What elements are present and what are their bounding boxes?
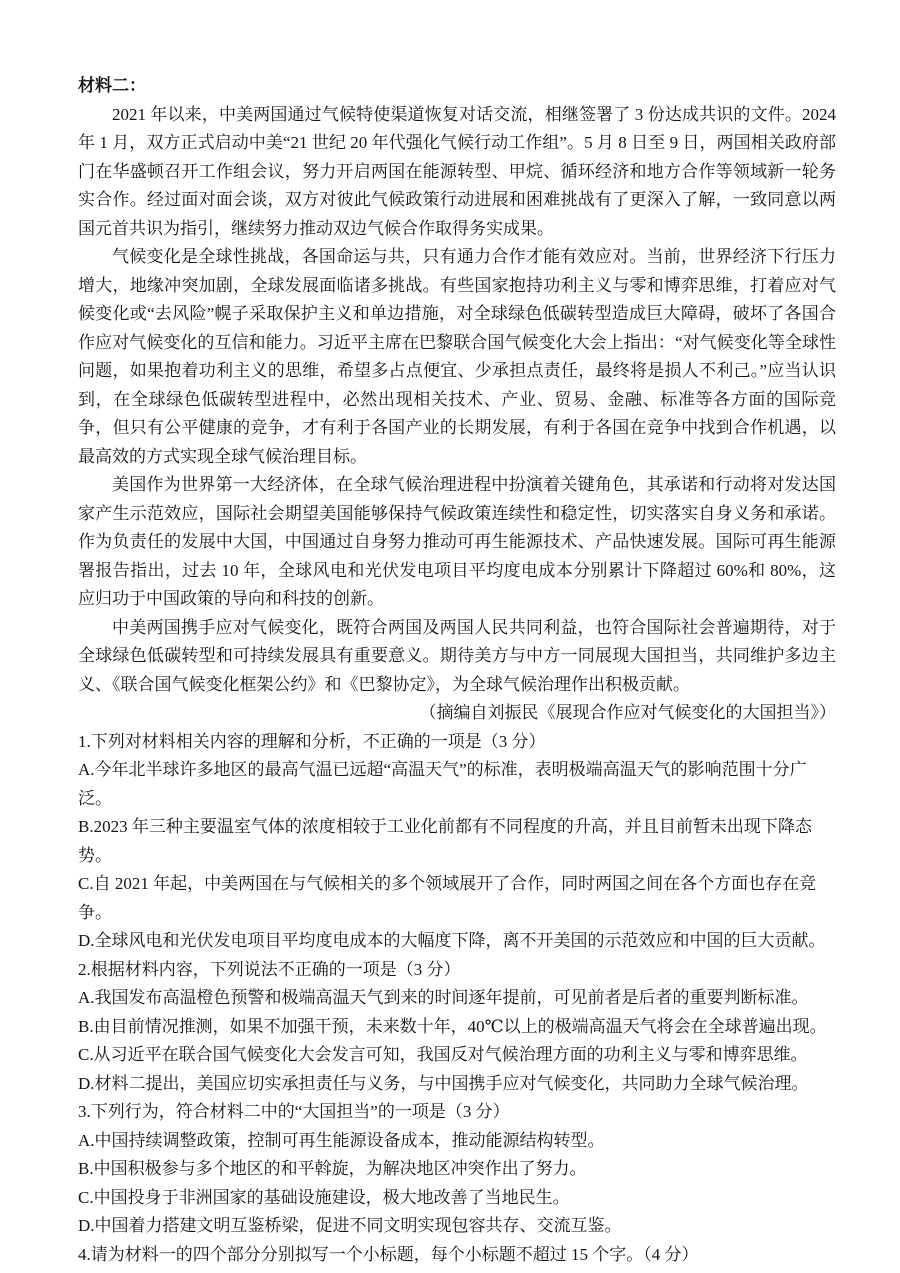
exam-document-page: [78, 72, 836, 1269]
question-3-option-a: A.中国持续调整政策，控制可再生能源设备成本，推动能源结构转型。: [78, 1130, 605, 1150]
material-paragraph-2: 气候变化是全球性挑战，各国命运与共，只有通力合作才能有效应对。当前，世界经济下行压力增大，地缘冲突加剧，全球发展面临诸多挑战。有些国家抱持功利主义与零和博弈思维，打着应对气候变化或“去风险”幌子采取保护主义和单边措施，对全球绿色低碳转型造成巨大障碍，破坏了各国合作应对气候变化的互信和能力。习近平主席在巴黎联合国气候变化大会上指出：“对气候变化等全球性问题，如果抱着功利主义的思维，希望多占点便宜、少承担点责任，最终将是损人不利己。”应当认识到，在全球绿色低碳转型进程中，必然出现相关技术、产业、贸易、金融、标准等各方面的国际竞争，但只有公平健康的竞争，才有利于各国产业的长期发展，有利于各国在竞争中找到合作机遇，以最高效的方式实现全球气候治理目标。: [78, 247, 836, 466]
source-attribution: （摘编自刘振民《展现合作应对气候变化的大国担当》）: [419, 703, 836, 722]
question-1-option-b: B.2023 年三种主要温室气体的浓度相较于工业化前都有不同程度的升高，并且目前暂未出现下降态势。: [78, 817, 812, 865]
question-3-stem: 3.下列行为，符合材料二中的“大国担当”的一项是（3 分）: [78, 1102, 510, 1121]
material-paragraph-3: 美国作为世界第一大经济体，在全球气候治理进程中扮演着关键角色，其承诺和行动将对发达国家产生示范效应，国际社会期望美国能够保持气候政策连续性和稳定性，切实落实自身义务和承诺。作为负责任的发展中大国，中国通过自身努力推动可再生能源技术、产品快速发展。国际可再生能源署报告指出，过去 10 年，全球风电和光伏发电项目平均度电成本分别累计下降超过 60%和 80%，这应归功于中国政策的导向和科技的创新。: [78, 475, 836, 608]
material-paragraph-1: 2021 年以来，中美两国通过气候特使渠道恢复对话交流，相继签署了 3 份达成共识的文件。2024 年 1 月，双方正式启动中美“21 世纪 20 年代强化气候行动工作组”。5 月 8 日至 9 日，两国相关政府部门在华盛顿召开工作组会议，努力开启两国在能源转型、甲烷、循环经济和地方合作等领域新一轮务实合作。经过面对面会谈，双方对彼此气候政策行动进展和困难挑战有了更深入了解，一致同意以两国元首共识为指引，继续努力推动双边气候合作取得务实成果。: [78, 104, 836, 238]
question-4: [78, 1241, 836, 1270]
question-1: [78, 728, 836, 956]
question-2-option-c: C.从习近平在联合国气候变化大会发言可知，我国反对气候治理方面的功利主义与零和博弈思维。: [78, 1045, 808, 1064]
question-2-option-d: D.材料二提出，美国应切实承担责任与义务，与中国携手应对气候变化，共同助力全球气候治理。: [78, 1073, 809, 1093]
question-2-option-a: A.我国发布高温橙色预警和极端高温天气到来的时间逐年提前，可见前者是后者的重要判断标准。: [78, 988, 809, 1007]
material-paragraph-4: 中美两国携手应对气候变化，既符合两国及两国人民共同利益，也符合国际社会普遍期待，对于全球绿色低碳转型和可持续发展具有重要意义。期待美方与中方一同展现大国担当，共同维护多边主义、《联合国气候变化框架公约》和《巴黎协定》，为全球气候治理作出积极贡献。: [78, 617, 836, 694]
question-3-option-c: C.中国投身于非洲国家的基础设施建设，极大地改善了当地民生。: [78, 1187, 570, 1207]
question-1-option-c: C.自 2021 年起，中美两国在与气候相关的多个领域展开了合作，同时两国之间在各个方面也存在竞争。: [78, 874, 817, 922]
question-1-option-a: A.今年北半球许多地区的最高气温已远超“高温天气”的标准，表明极端高温天气的影响范围十分广泛。: [78, 760, 807, 808]
question-3-option-b: B.中国积极参与多个地区的和平斡旋，为解决地区冲突作出了努力。: [78, 1159, 587, 1178]
question-2-option-b: B.由目前情况推测，如果不加强干预，未来数十年，40℃以上的极端高温天气将会在全球普遍出现。: [78, 1016, 827, 1036]
question-4-stem: 4.请为材料一的四个部分分别拟写一个小标题，每个小标题不超过 15 个字。（4 分）: [78, 1244, 699, 1264]
material-label: 材料二：: [78, 76, 146, 95]
question-3: [78, 1098, 836, 1241]
question-1-stem: 1.下列对材料相关内容的理解和分析，不正确的一项是（3 分）: [78, 731, 546, 751]
question-2: [78, 956, 836, 1099]
question-3-option-d: D.中国着力搭建文明互鉴桥梁，促进不同文明实现包容共存、交流互鉴。: [78, 1216, 622, 1235]
question-1-option-d: D.全球风电和光伏发电项目平均度电成本的大幅度下降，离不开美国的示范效应和中国的巨大贡献。: [78, 931, 826, 950]
question-2-stem: 2.根据材料内容，下列说法不正确的一项是（3 分）: [78, 959, 461, 979]
